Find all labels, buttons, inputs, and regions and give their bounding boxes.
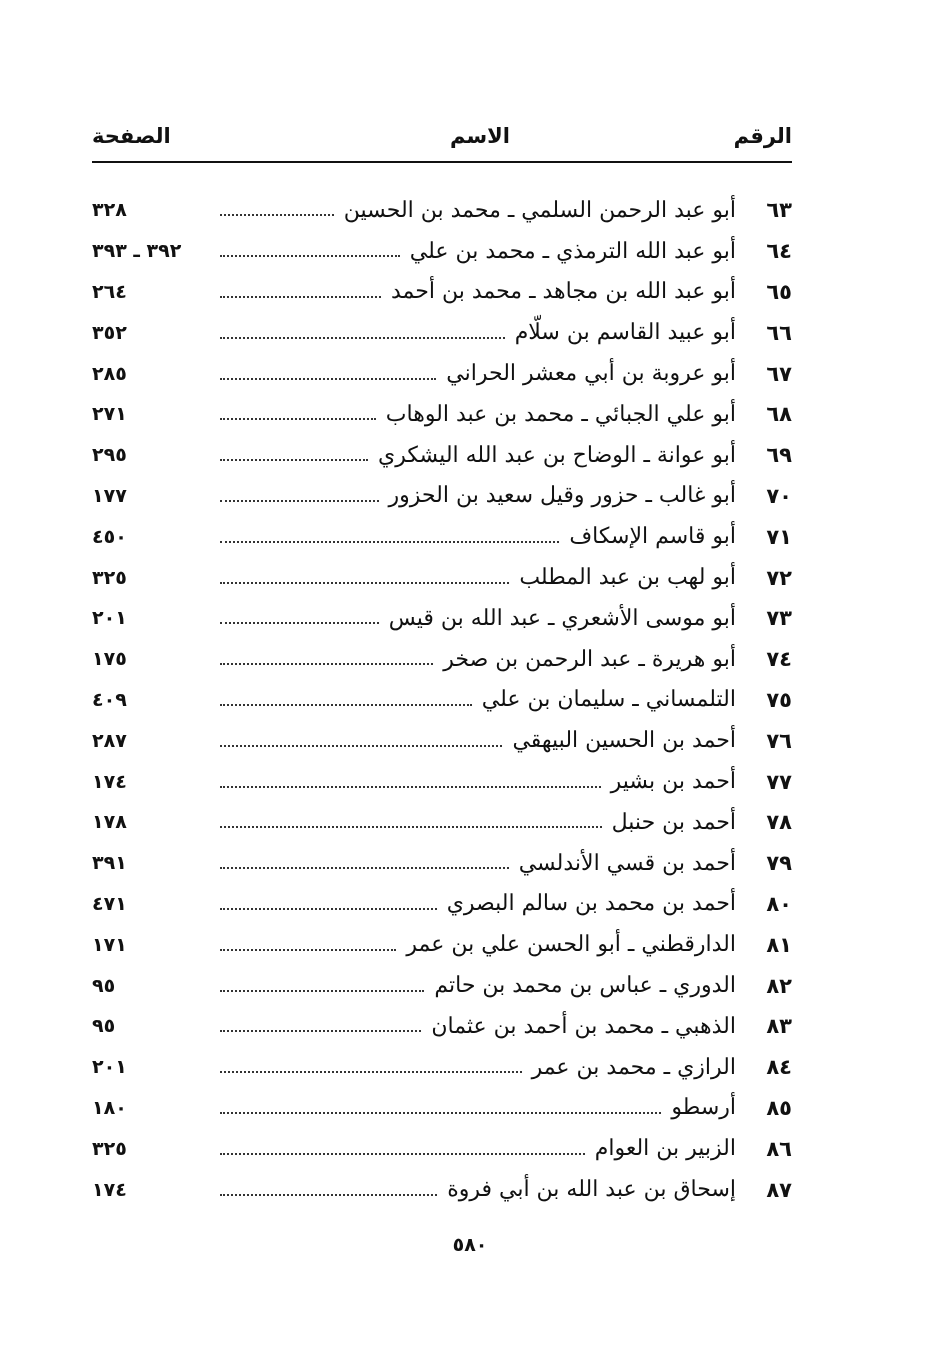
row-number: ٦٨ [766,402,792,427]
index-row [92,394,792,435]
row-number: ٨٤ [766,1055,792,1080]
index-row [92,761,792,802]
row-name: أبو عبد الله بن مجاهد ـ محمد بن أحمد [385,279,736,304]
row-page: ٢٨٧ [92,729,127,752]
row-number: ٨٢ [766,973,792,998]
row-number: ٨٣ [766,1014,792,1039]
row-number: ٧٥ [766,687,792,712]
row-page: ٣٩١ [92,852,127,875]
row-number: ٨٠ [766,891,792,916]
row-page: ٣٢٥ [92,1137,127,1160]
dot-leader [220,500,379,502]
row-name: أحمد بن الحسين البيهقي [506,728,736,753]
dot-leader [220,990,424,992]
row-name: أبو موسى الأشعري ـ عبد الله بن قيس [383,606,736,631]
row-name: أحمد بن محمد بن سالم البصري [441,891,736,916]
row-number: ٧٩ [766,851,792,876]
row-page: ٣٥٢ [92,321,127,344]
row-name: أبو علي الجبائي ـ محمد بن عبد الوهاب [380,402,736,427]
row-number: ٧١ [766,524,792,549]
dot-leader [220,786,601,788]
row-page: ٢٠١ [92,607,127,630]
row-number: ٧٦ [766,728,792,753]
index-row [92,516,792,557]
dot-leader [220,214,334,216]
row-name: أبو هريرة ـ عبد الرحمن بن صخر [437,647,736,672]
row-name: أبو غالب ـ حزور وقيل سعيد بن الحزور [383,483,736,508]
index-row [92,680,792,721]
row-number: ٨٧ [766,1177,792,1202]
row-name: أبو عبد الله الترمذي ـ محمد بن علي [404,239,736,264]
index-row [92,965,792,1006]
dot-leader [220,745,502,747]
row-name: أحمد بن حنبل [606,810,736,835]
row-number: ٧٠ [766,483,792,508]
dot-leader [220,378,436,380]
dot-leader [220,704,472,706]
row-name: الدارقطني ـ أبو الحسن علي بن عمر [400,932,736,957]
table-header [92,118,792,158]
dot-leader [220,1030,421,1032]
header-name-label: الاسم [450,124,510,148]
row-page: ٢٨٥ [92,362,127,385]
dot-leader [220,663,433,665]
header-number-label: الرقم [733,124,792,148]
row-page: ٣٩٢ ـ ٣٩٣ [92,240,182,263]
row-page: ٤٠٩ [92,688,127,711]
dot-leader [220,255,400,257]
row-page: ٣٢٥ [92,566,127,589]
row-page: ١٧٧ [92,484,127,507]
dot-leader [220,826,602,828]
dot-leader [220,418,376,420]
row-page: ٤٥٠ [92,525,127,548]
row-number: ٦٩ [766,443,792,468]
row-number: ٧٧ [766,769,792,794]
row-number: ٦٥ [766,279,792,304]
row-name: الذهبي ـ محمد بن أحمد بن عثمان [425,1014,736,1039]
row-page: ٢٠١ [92,1056,127,1079]
dot-leader [220,908,437,910]
row-page: ١٧٤ [92,770,127,793]
row-name: الزبير بن العوام [589,1136,736,1161]
row-number: ٧٤ [766,647,792,672]
index-row [92,435,792,476]
dot-leader [220,459,368,461]
index-row [92,272,792,313]
dot-leader [220,1194,437,1196]
dot-leader [220,1153,585,1155]
dot-leader [220,1112,661,1114]
index-row [92,557,792,598]
dot-leader [220,337,505,339]
index-row [92,802,792,843]
index-row [92,476,792,517]
index-row [92,231,792,272]
row-name: أبو عوانة ـ الوضاح بن عبد الله اليشكري [372,443,736,468]
dot-leader [220,867,509,869]
row-number: ٦٤ [766,239,792,264]
row-page: ٢٩٥ [92,444,127,467]
row-page: ٢٧١ [92,403,127,426]
row-page: ١٧١ [92,933,127,956]
index-row [92,312,792,353]
index-row [92,190,792,231]
row-name: أرسطو [665,1095,736,1120]
row-page: ١٧٨ [92,811,127,834]
row-name: الرازي ـ محمد بن عمر [526,1055,736,1080]
index-row [92,924,792,965]
row-page: ٢٦٤ [92,280,127,303]
row-page: ١٧٥ [92,648,127,671]
row-name: أبو لهب بن عبد المطلب [513,565,736,590]
index-row [92,1088,792,1129]
index-row [92,1047,792,1088]
row-name: أبو عروبة بن أبي معشر الحراني [440,361,736,386]
dot-leader [220,582,509,584]
row-number: ٨١ [766,932,792,957]
row-page: ٩٥ [92,1015,116,1038]
row-name: إسحاق بن عبد الله بن أبي فروة [441,1177,736,1202]
index-row [92,353,792,394]
index-row [92,720,792,761]
index-row [92,843,792,884]
row-name: أبو عبد الرحمن السلمي ـ محمد بن الحسين [338,198,736,223]
row-name: أبو عبيد القاسم بن سلّام [509,320,736,345]
row-number: ٦٣ [766,198,792,223]
dot-leader [220,541,559,543]
dot-leader [220,622,379,624]
page-number: ٥٨٠ [452,1234,488,1256]
row-page: ٩٥ [92,974,116,997]
dot-leader [220,296,381,298]
row-number: ٧٨ [766,810,792,835]
index-row [92,1169,792,1210]
row-number: ٧٣ [766,606,792,631]
index-row [92,1006,792,1047]
row-name: أحمد بن بشير [605,769,736,794]
row-number: ٦٦ [766,320,792,345]
index-list [92,190,792,1210]
index-row [92,639,792,680]
row-number: ٨٦ [766,1136,792,1161]
row-page: ٣٢٨ [92,199,127,222]
row-page: ٤٧١ [92,892,127,915]
row-name: أبو قاسم الإسكاف [563,524,736,549]
row-number: ٨٥ [766,1095,792,1120]
row-page: ١٧٤ [92,1178,127,1201]
row-name: الدوري ـ عباس بن محمد بن حاتم [428,973,736,998]
index-row [92,884,792,925]
row-name: أحمد بن قسي الأندلسي [513,851,736,876]
row-name: التلمساني ـ سليمان بن علي [476,687,736,712]
row-number: ٧٢ [766,565,792,590]
row-page: ١٨٠ [92,1096,127,1119]
dot-leader [220,1071,522,1073]
index-row [92,1128,792,1169]
dot-leader [220,949,396,951]
index-row [92,598,792,639]
header-divider [92,161,792,163]
header-page-label: الصفحة [92,124,171,148]
row-number: ٦٧ [766,361,792,386]
